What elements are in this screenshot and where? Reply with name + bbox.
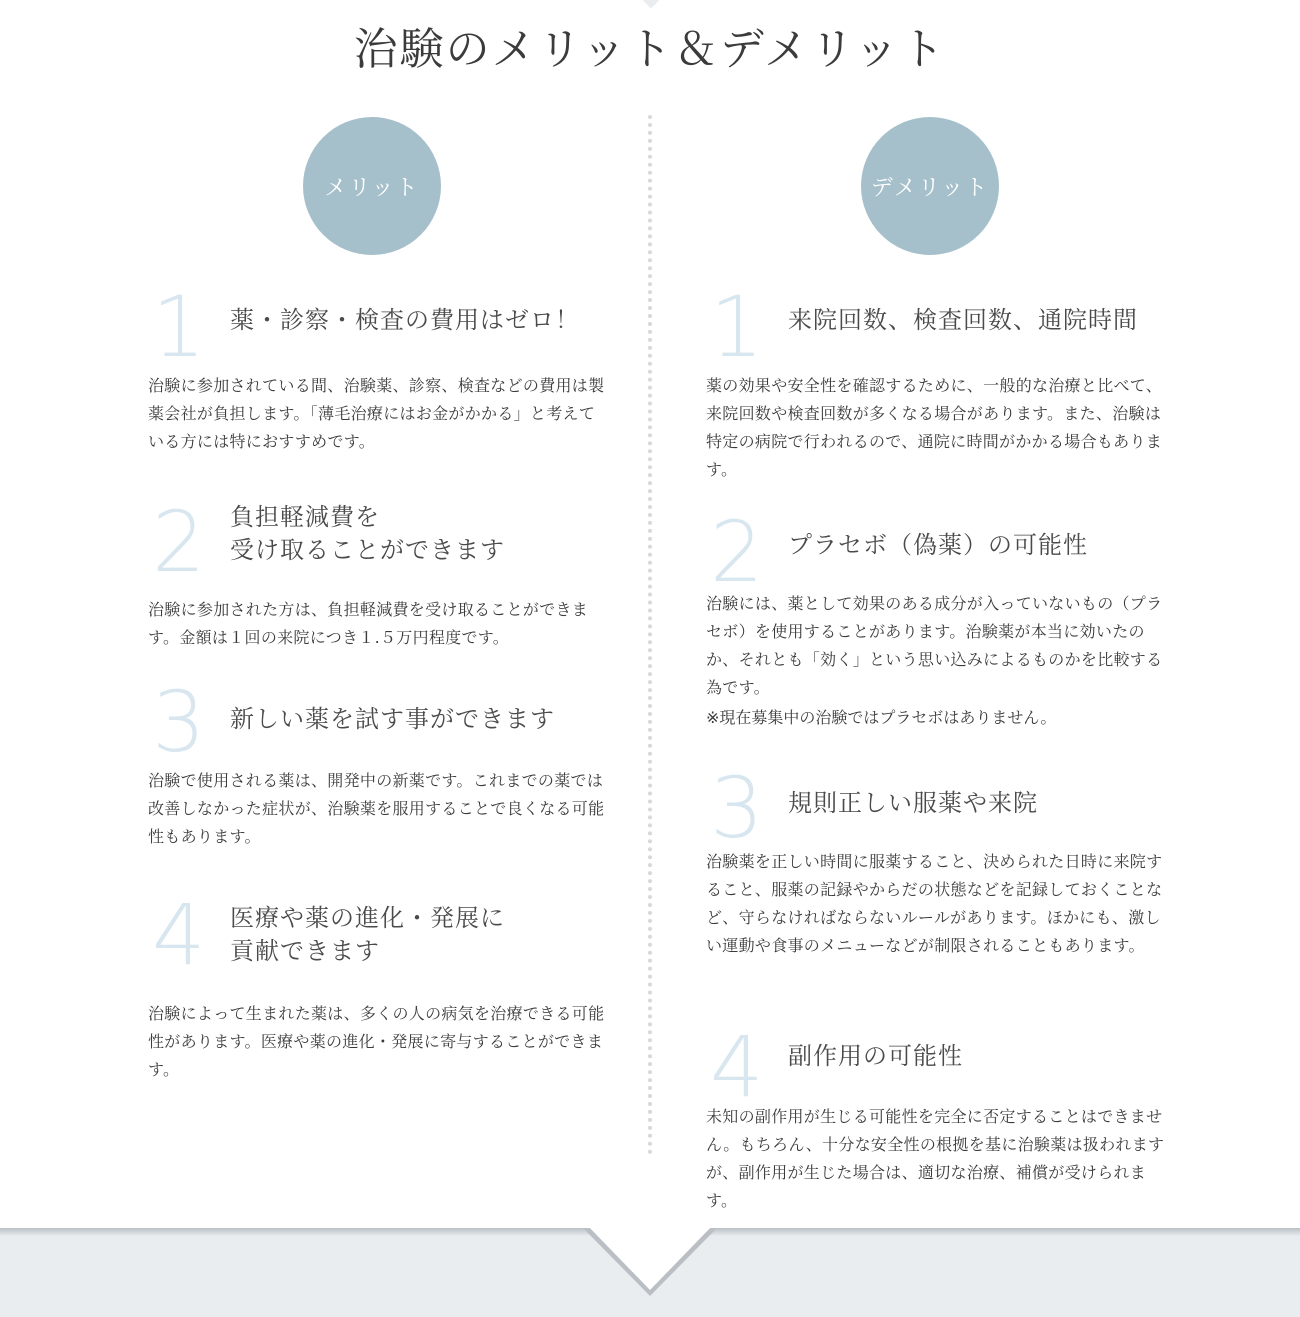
item-title: 副作用の可能性 xyxy=(788,1042,963,1070)
item-body: 治験によって生まれた薬は、多くの人の病気を治療できる可能性があります。医療や薬の進化・発展に寄与することができます。 xyxy=(148,1004,605,1079)
item-number: 4 xyxy=(710,1018,764,1116)
item-number: 3 xyxy=(710,759,764,857)
item-title: プラセボ（偽薬）の可能性 xyxy=(788,531,1088,559)
item-body: 治験に参加された方は、負担軽減費を受け取ることができます。金額は１回の来院につき１.５万円程度です。 xyxy=(148,600,589,647)
demerit-item-1 xyxy=(706,278,1166,484)
item-number: 2 xyxy=(152,493,206,591)
item-title: 規則正しい服薬や来院 xyxy=(788,789,1038,817)
item-number: 4 xyxy=(152,886,206,984)
item-body: 治験で使用される薬は、開発中の新薬です。これまでの薬では改善しなかった症状が、治験薬を服用することで良くなる可能性もあります。 xyxy=(148,771,605,846)
demerit-item-2 xyxy=(706,503,1166,732)
merit-badge: メリット xyxy=(303,117,441,255)
item-number: 2 xyxy=(710,503,764,601)
item-body: 治験に参加されている間、治験薬、診察、検査などの費用は製薬会社が負担します。「薄毛治療にはお金がかかる」と考えている方には特におすすめです。 xyxy=(148,376,605,451)
item-title: 薬・診察・検査の費用はゼロ！ xyxy=(230,306,580,334)
merit-item-4 xyxy=(148,886,608,1084)
demerit-item-4 xyxy=(706,1018,1166,1215)
demerit-badge: デメリット xyxy=(861,117,999,255)
item-title: 来院回数、検査回数、通院時間 xyxy=(788,306,1138,334)
demerit-item-3 xyxy=(706,759,1166,960)
item-body: 治験薬を正しい時間に服薬すること、決められた日時に来院すること、服薬の記録やからだの状態などを記録しておくことなど、守らなければならないルールがあります。ほかにも、激しい運動や食事のメニューなどが制限されることもあります。 xyxy=(706,852,1163,955)
item-number: 3 xyxy=(152,673,206,771)
down-arrow-icon xyxy=(0,1224,1300,1304)
column-divider xyxy=(648,115,652,1155)
item-number: 1 xyxy=(710,278,764,376)
page-title: 治験のメリット＆デメリット xyxy=(353,24,947,75)
item-body: 薬の効果や安全性を確認するために、一般的な治療と比べて、来院回数や検査回数が多くなる場合があります。また、治験は特定の病院で行われるので、通院に時間がかかる場合もあります。 xyxy=(706,376,1163,479)
top-notch xyxy=(643,0,660,8)
item-title: 負担軽減費を 受け取ることができます xyxy=(230,503,505,564)
merit-item-2 xyxy=(148,493,608,652)
item-body: 治験には、薬として効果のある成分が入っていないもの（プラセボ）を使用することがあります。治験薬が本当に効いたのか、それとも「効く」という思い込みによるものかを比較する為です。 xyxy=(706,594,1163,697)
merit-item-3 xyxy=(148,673,608,851)
item-body: 未知の副作用が生じる可能性を完全に否定することはできません。もちろん、十分な安全性の根拠を基に治験薬は扱われますが、副作用が生じた場合は、適切な治療、補償が受けられます。 xyxy=(706,1107,1165,1210)
item-title: 医療や薬の進化・発展に 貢献できます xyxy=(230,904,505,965)
merit-item-1 xyxy=(148,278,608,456)
item-title: 新しい薬を試す事ができます xyxy=(230,705,555,733)
item-number: 1 xyxy=(152,278,206,376)
item-note: ※現在募集中の治験ではプラセボはありません。 xyxy=(706,708,1057,727)
